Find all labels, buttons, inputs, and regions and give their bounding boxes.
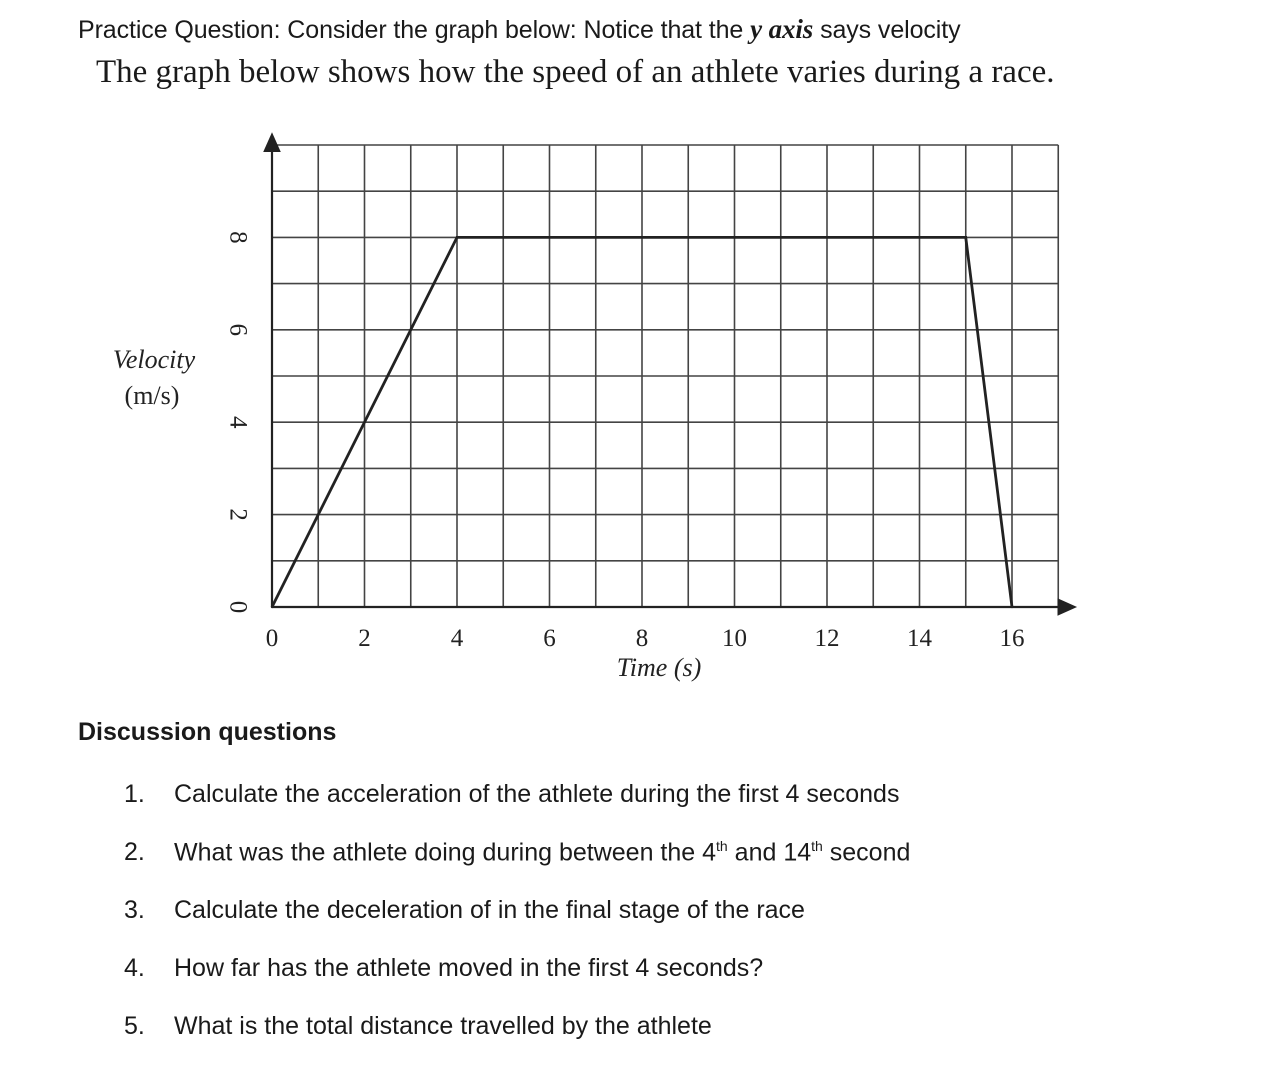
data-point bbox=[1011, 606, 1013, 608]
intro-text-after: says velocity bbox=[813, 16, 961, 44]
intro-y-axis-term: y axis bbox=[750, 14, 814, 44]
data-point bbox=[456, 236, 458, 238]
question-text: second bbox=[822, 838, 911, 867]
question-text: and 14 bbox=[727, 838, 812, 867]
question-item bbox=[124, 896, 910, 954]
question-number: 4. bbox=[124, 954, 145, 982]
question-number: 2. bbox=[124, 838, 145, 867]
y-tick-label: 4 bbox=[224, 415, 252, 429]
x-tick-label: 12 bbox=[814, 625, 840, 652]
chart-tick-labels bbox=[225, 231, 1025, 652]
ordinal-suffix: th bbox=[716, 838, 728, 854]
data-point bbox=[271, 606, 273, 608]
x-tick-label: 2 bbox=[358, 625, 371, 652]
intro-text-before: Practice Question: Consider the graph below: Notice that the bbox=[78, 16, 751, 44]
x-tick-label: 8 bbox=[635, 625, 649, 652]
ordinal-suffix: th bbox=[811, 838, 823, 854]
question-number: 3. bbox=[124, 896, 145, 924]
question-text: What was the athlete doing during between the 4 bbox=[174, 838, 717, 867]
discussion-question-list bbox=[124, 780, 910, 1070]
question-item bbox=[124, 1012, 910, 1070]
x-tick-label: 14 bbox=[907, 625, 932, 652]
y-tick-label: 6 bbox=[224, 323, 252, 337]
question-text: Calculate the acceleration of the athlete during the first 4 seconds bbox=[174, 780, 900, 808]
question-item bbox=[124, 954, 910, 1012]
chart-axes bbox=[272, 141, 1068, 607]
x-axis-label: Time (s) bbox=[616, 653, 702, 682]
y-tick-label: 8 bbox=[224, 231, 252, 244]
x-tick-label: 16 bbox=[999, 625, 1025, 652]
x-tick-label: 10 bbox=[722, 625, 747, 652]
y-tick-label: 0 bbox=[224, 600, 252, 614]
chart-grid bbox=[272, 145, 1058, 607]
question-item bbox=[124, 780, 910, 838]
graph-description: The graph below shows how the speed of an athlete varies during a race. bbox=[96, 54, 1055, 90]
x-tick-label: 4 bbox=[450, 625, 464, 652]
y-axis-unit-label: (m/s) bbox=[124, 381, 180, 410]
question-number: 1. bbox=[124, 780, 145, 808]
y-tick-label: 2 bbox=[224, 508, 252, 521]
question-text: What is the total distance travelled by the athlete bbox=[174, 1012, 712, 1040]
y-axis-label: Velocity bbox=[112, 345, 196, 374]
question-text: Calculate the deceleration of in the final stage of the race bbox=[174, 896, 805, 924]
question-number: 5. bbox=[124, 1012, 145, 1040]
question-text: How far has the athlete moved in the first 4 seconds? bbox=[174, 954, 764, 982]
question-item bbox=[124, 838, 910, 896]
data-point bbox=[965, 236, 967, 238]
x-tick-label: 6 bbox=[543, 625, 556, 652]
discussion-heading: Discussion questions bbox=[78, 718, 337, 746]
x-tick-label: 0 bbox=[265, 625, 279, 652]
